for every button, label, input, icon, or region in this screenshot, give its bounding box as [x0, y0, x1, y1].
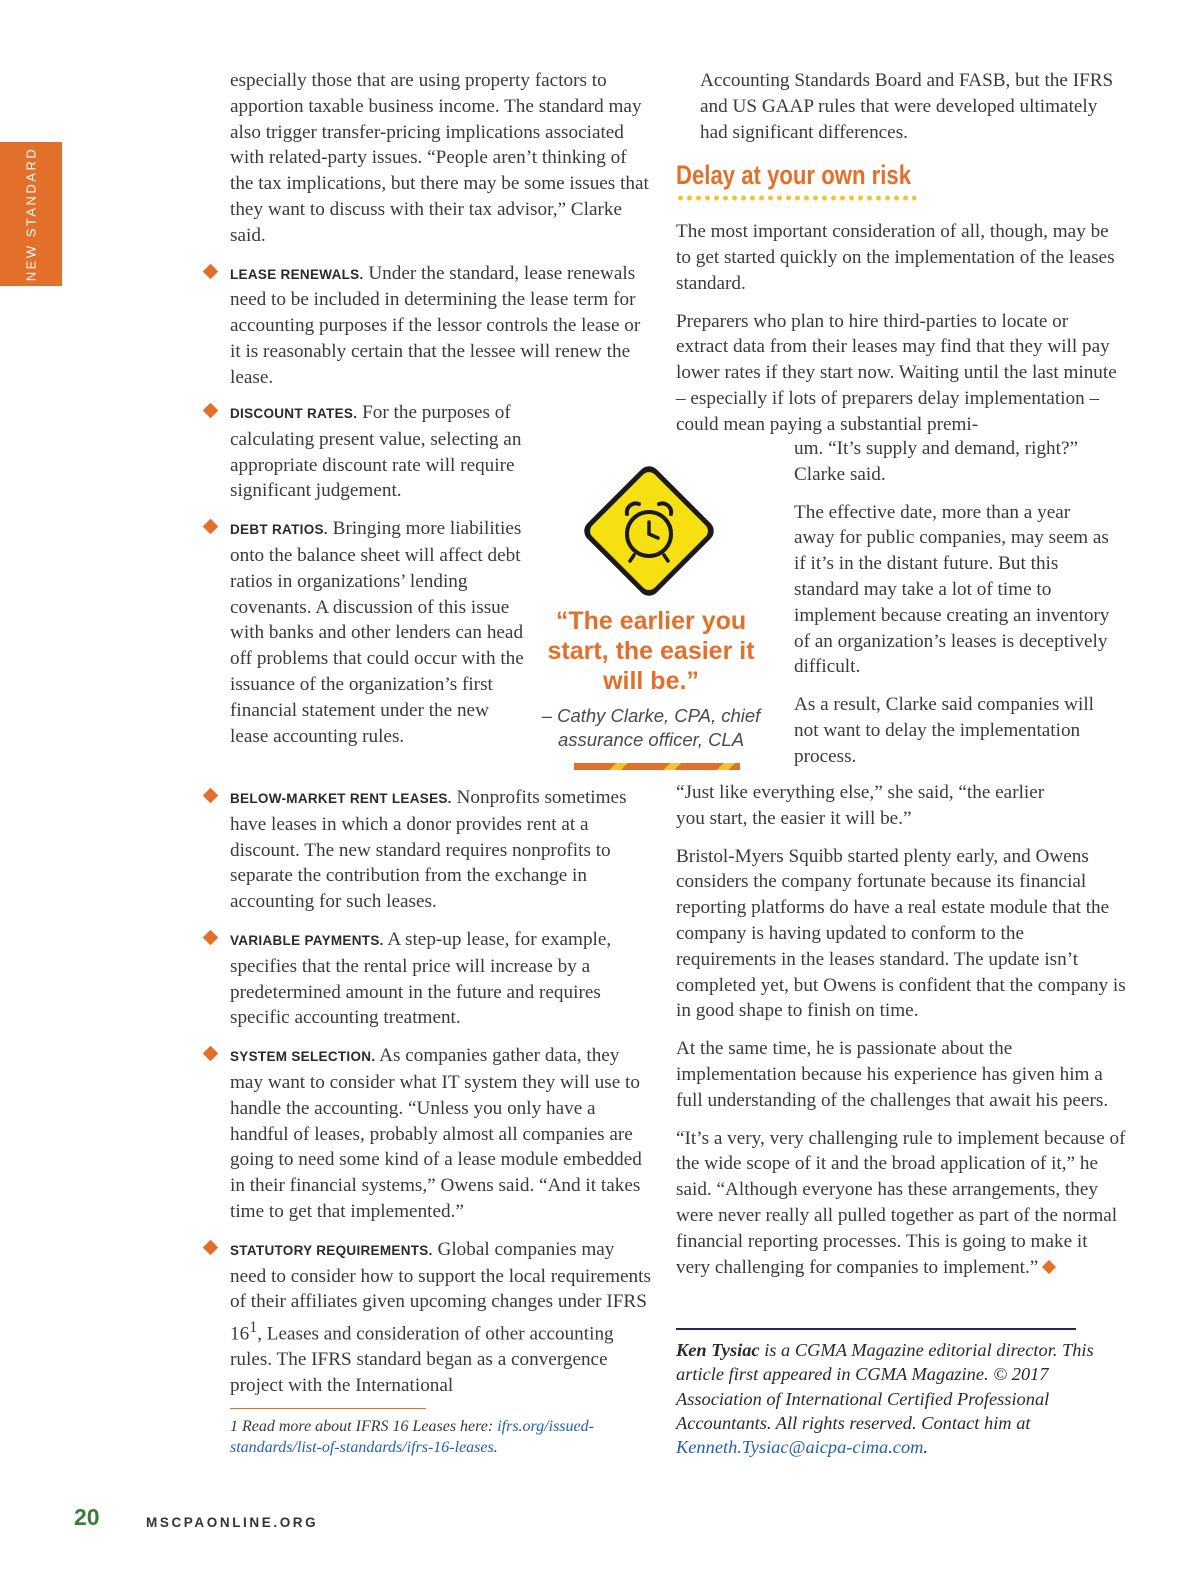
- left-column: [230, 68, 654, 403]
- right-paragraph-8: “It’s a very, very challenging rule to implement because of the wide scope of it and the broad application of it,” he said. “Although everyone has these arrangements, they were never really all pulled together as part of the normal financial reporting processes. This is going to make it very challenging for companies to implement.”: [676, 1127, 1126, 1278]
- diamond-bullet-icon: [203, 519, 219, 535]
- right-column-narrow: [794, 436, 1114, 782]
- bullet-lease-renewals: LEASE RENEWALS. Under the standard, lease renewals need to be included in determining the lease term for accounting purposes if the lessor controls the lease or it is reasonably certain that the lessee will renew the lease.: [230, 261, 654, 391]
- section-tab-label: NEW STANDARD: [23, 146, 39, 282]
- footnote-marker: 1: [249, 1319, 258, 1337]
- footnote-link[interactable]: ifrs.org/issued-standards/list-of-standards/ifrs-16-leases: [230, 1418, 594, 1456]
- bullet-debt-ratios: DEBT RATIOS. Bringing more liabilities onto the balance sheet will affect debt ratios in organizations’ lending covenants. A discussion of this issue with banks and other lenders can head off problems that could occur with the issuance of the organization’s first financial statement under the new lease accounting rules.: [230, 516, 530, 749]
- author-bio: Ken Tysiac is a CGMA Magazine editorial director. This article first appeared in CGMA Magazine. © 2017 Association of International Certified Professional Accountants. All rights reserved. Contact him at Kenneth.Tysiac@aicpa-cima.com.: [676, 1340, 1094, 1458]
- right-continuation: Accounting Standards Board and FASB, but the IFRS and US GAAP rules that were developed ultimately had significant differences.: [700, 70, 1114, 143]
- diamond-bullet-icon: [203, 788, 219, 804]
- section-tab: [0, 142, 62, 286]
- right-paragraph-3: The effective date, more than a year away for public companies, may seem as if it’s in the distant future. But this standard may take a lot of time to implement because creating an inventory of an organization’s leases is deceptively difficult.: [794, 501, 1110, 678]
- right-paragraph-2-cont: um. “It’s supply and demand, right?” Clarke said.: [794, 438, 1079, 485]
- bullet-statutory: STATUTORY REQUIREMENTS. Global companies may need to consider how to support the local requirements of their affiliates given upcoming changes under IFRS $16^1$, Leases and consideration of other accounting rules. The IFRS standard began as a convergence project with the International: [230, 1237, 654, 1399]
- author-email-link[interactable]: Kenneth.Tysiac@aicpa-cima.com: [676, 1437, 924, 1458]
- end-mark-icon: [1042, 1259, 1056, 1273]
- right-paragraph-5: “Just like everything else,” she said, “the earlier you start, the easier it will be.”: [676, 782, 1045, 829]
- page-number: 20: [74, 1504, 100, 1530]
- right-paragraph-6: Bristol-Myers Squibb started plenty early, and Owens considers the company fortunate because its financial reporting platforms do have a real estate module that the company is having updated to conform to the requirements in the leases standard. The update isn’t completed yet, but Owens is confident that the company is in good shape to finish on time.: [676, 845, 1126, 1022]
- diamond-bullet-icon: [203, 1239, 219, 1255]
- left-column-narrow: [230, 400, 530, 761]
- pull-quote-text: “The earlier you start, the easier it will be.”: [547, 607, 755, 695]
- right-column: [676, 68, 1122, 438]
- bullet-discount-rates: DISCOUNT RATES. For the purposes of calculating present value, selecting an appropriate discount rate will require significant judgement.: [230, 400, 530, 504]
- diamond-bullet-icon: [203, 403, 219, 419]
- heading-dotted-rule: [676, 195, 916, 201]
- site-name: MSCPAONLINE.ORG: [146, 1515, 319, 1530]
- pull-quote: [528, 606, 774, 752]
- section-heading: Delay at your own risk: [676, 160, 912, 191]
- right-paragraph-4: As a result, Clarke said companies will not want to delay the implementation process.: [794, 694, 1095, 767]
- right-column-lower: [676, 780, 1126, 1292]
- pull-quote-attribution: – Cathy Clarke, CPA, chief assurance officer, CLA: [541, 705, 761, 750]
- left-intro-paragraph: especially those that are using property factors to apportion taxable business income. The standard may also trigger transfer-pricing implications associated with related-party issues. “People aren’t thinking of the tax implications, but there may be some issues that they want to discuss with their tax advisor,” Clarke said.: [230, 70, 649, 246]
- bullet-variable-payments: VARIABLE PAYMENTS. A step-up lease, for example, specifies that the rental price will increase by a predetermined amount in the future and requires specific accounting treatment.: [230, 927, 654, 1031]
- bullet-system-selection: SYSTEM SELECTION. As companies gather data, they may want to consider what IT system they will use to handle the accounting. “Unless you only have a handful of leases, probably almost all companies are going to need some kind of a lease module embedded in their financial systems,” Owens said. “And it takes time to get that implemented.”: [230, 1043, 654, 1225]
- author-name: Ken Tysiac: [676, 1340, 760, 1360]
- bio-rule: [676, 1328, 1076, 1330]
- diamond-bullet-icon: [203, 1046, 219, 1062]
- alarm-clock-sign-icon: [576, 458, 722, 604]
- footnote-rule: [230, 1408, 426, 1409]
- right-paragraph-1: The most important consideration of all, though, may be to get started quickly on the implementation of the leases standard.: [676, 221, 1115, 294]
- pull-quote-stripe: [574, 763, 740, 770]
- diamond-bullet-icon: [203, 263, 219, 279]
- right-paragraph-7: At the same time, he is passionate about the implementation because his experience has given him a full understanding of the challenges that await his peers.: [676, 1038, 1109, 1111]
- left-column-lower: [230, 785, 654, 1411]
- bullet-below-market: BELOW-MARKET RENT LEASES. Nonprofits sometimes have leases in which a donor provides rent at a discount. The new standard requires nonprofits to separate the contribution from the exchange in accounting for such leases.: [230, 785, 654, 915]
- diamond-bullet-icon: [203, 930, 219, 946]
- right-paragraph-2: Preparers who plan to hire third-parties to locate or extract data from their leases may find that they will pay lower rates if they start now. Waiting until the last minute – especially if lots of preparers delay implementation – could mean paying a substantial premi-: [676, 310, 1117, 435]
- footnote: 1 Read more about IFRS 16 Leases here: ifrs.org/issued-standards/list-of-standards/ifrs-16-leases.: [230, 1418, 594, 1456]
